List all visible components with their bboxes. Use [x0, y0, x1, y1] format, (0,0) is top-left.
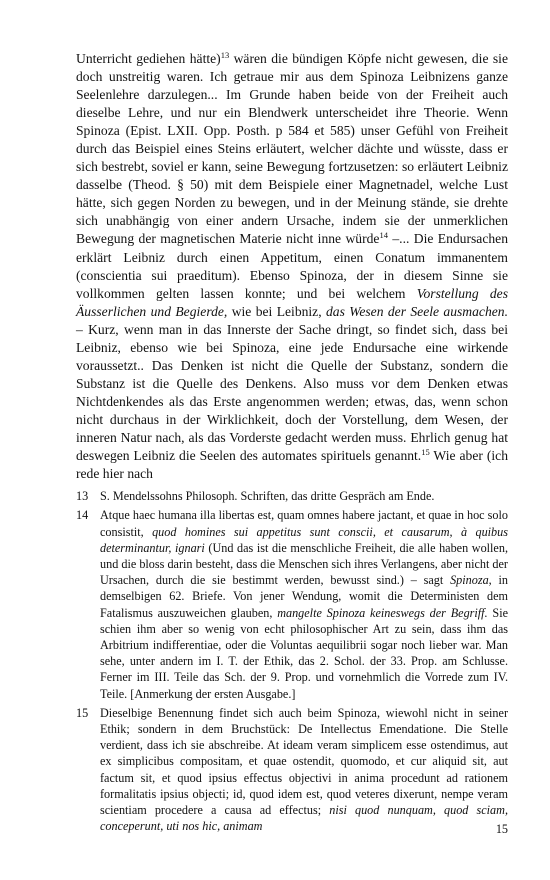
- footnote-text: [100, 488, 508, 504]
- footnote-text: [100, 705, 508, 835]
- footnote-text-segment: Sie schien ihm aber so wenig von echt philosophischer Art zu sein, dass ihm das Arbitrium indifferentiae, oder die Voluntas aequilibrii sogar noch lieber war. Man sehe, unter andern im I. T. der Ethik, das 2. Schol. der 33. Prop. am Schlusse. Ferner im III. Teile das Sch. der 9. Prop. und vornehmlich die Vorrede zum IV. Teile. [Anmerkung der ersten Ausgabe.]: [100, 605, 508, 701]
- footnote-number: 14: [76, 508, 89, 523]
- footnote-ref-14[interactable]: 14: [379, 230, 388, 241]
- footnote-text-segment: Dieselbige Benennung findet sich auch beim Spinoza, wiewohl nicht in seiner Ethik; sondern in dem Bruchstück: De Intellectus Emendatione. Die Stelle verdient, dass ich sie abschreibe. At ideam veram simplicem esse ostendimus, aut ex simplicibus compositam, et quae ostendit, quomodo, et cur aliquid sit, aut factum sit, et quod ipsius effectus objectivi in anima procedunt ad rationem formalitatis ipsius objecti; id, quod idem est, quod veteres dixerunt, nempe veram scientiam procedere a causa ad effectus;: [100, 705, 508, 817]
- footnote-text-segment: (Und das ist die menschliche Freiheit, die alle haben wollen, und die bloss darin besteht, dass die Menschen sich ihres Verlangens, aber nicht der Ursachen, durch die sie bestimmt werden, bewusst sind.) – sagt: [100, 540, 508, 588]
- body-text-segment: –... Die Endursachen erklärt Leibniz durch einen Appetitum, einen Conatum immanentem (conscientia sui praeditum). Ebenso Spinoza, der in diesem Sinne sie vollkommen gelten lassen konnte; und bei welchem: [76, 231, 508, 301]
- page-number: 15: [495, 822, 508, 836]
- footnote-text-segment: Atque haec humana illa libertas est, quam omnes habere jactant, et quae in hoc solo consistit,: [100, 508, 508, 539]
- main-paragraph: [76, 50, 508, 483]
- footnote-number: 15: [76, 705, 89, 720]
- italic-phrase: das Wesen der Seele ausmachen.: [326, 303, 508, 319]
- footnote-13: [76, 488, 508, 504]
- footnote-14: [76, 507, 508, 701]
- body-text-segment: wären die bündigen Köpfe nicht gewesen, die sie doch unstreitig waren. Ich getraue mir aus dem Spinoza Leibnizens ganze Seelenlehre darzulegen... Im Grunde haben beide von der Freiheit auch dieselbe Lehre, und nur ein Blendwerk unterscheidet ihre Theorie. Wenn Spinoza (Epist. LXII. Opp. Posth. p 584 et 585) unser Gefühl von Freiheit durch das Beispiel eines Steins erläutert, welcher dächte und wüsste, dass er sich bestrebt, soviel er kann, seine Bewegung fortzusetzen: so erläutert Leibniz dasselbe (Theod. § 50) mit dem Beispiele einer Magnetnadel, welche Lust hätte, sich gegen Norden zu bewegen, und in der Meinung stände, sie drehte sich unabhängig von einer andern Ursache, indem sie der unmerklichen Bewegung der magnetischen Materie nicht inne würde: [76, 51, 508, 247]
- italic-phrase: mangelte Spinoza keineswegs der Begriff.: [277, 605, 488, 620]
- italic-phrase: nisi quod nunquam, quod sciam, conceperunt, uti nos hic, animam: [100, 802, 509, 834]
- body-text-segment: – Kurz, wenn man in das Innerste der Sache dringt, so findet sich, dass bei Leibniz, ebenso wie bei Spinoza, eine jede Endursache eine wirkende voraussetzt.. Das Denken ist nicht die Quelle der Substanz, sondern die Substanz ist die Quelle des Denkens. Also muss vor dem Denken etwas Nichtdenkendes als das Erste angenommen werden; etwas, das, wenn schon nicht durchaus in der Wirklichkeit, doch der Vorstellung, dem Wesen, der inneren Natur nach, als das Vorderste gedacht werden muss. Ehrlich genug hat deswegen Leibniz die Seelen des automates spirituels genannt.: [76, 321, 508, 464]
- footnote-ref-13[interactable]: 13: [220, 50, 230, 60]
- italic-phrase: quod homines sui appetitus sunt conscii, et causarum, à quibus determinantur, ignari: [100, 524, 508, 555]
- body-text-segment: Wie aber (ich rede hier nach: [76, 448, 508, 482]
- page-content: [76, 50, 508, 837]
- body-text-segment: wie bei Leibniz,: [227, 303, 326, 319]
- footnote-text-segment: , in demselbigen 62. Briefe. Von jener Wendung, womit die Deterministen dem Fatalismus auszuweichen glauben,: [100, 573, 509, 620]
- footnote-text-segment: S. Mendelssohns Philosoph. Schriften, das dritte Gespräch am Ende.: [100, 489, 435, 504]
- footnote-text: [100, 507, 508, 701]
- footnote-15: [76, 705, 508, 835]
- italic-phrase: Vorstellung des Äusserlichen und Begierde,: [76, 285, 508, 319]
- footnote-ref-15[interactable]: 15: [421, 447, 430, 458]
- footnote-number: 13: [76, 489, 89, 504]
- body-text-segment: Unterricht gediehen hätte): [76, 51, 221, 66]
- italic-phrase: Spinoza: [450, 573, 489, 588]
- footnotes-section: [76, 488, 508, 834]
